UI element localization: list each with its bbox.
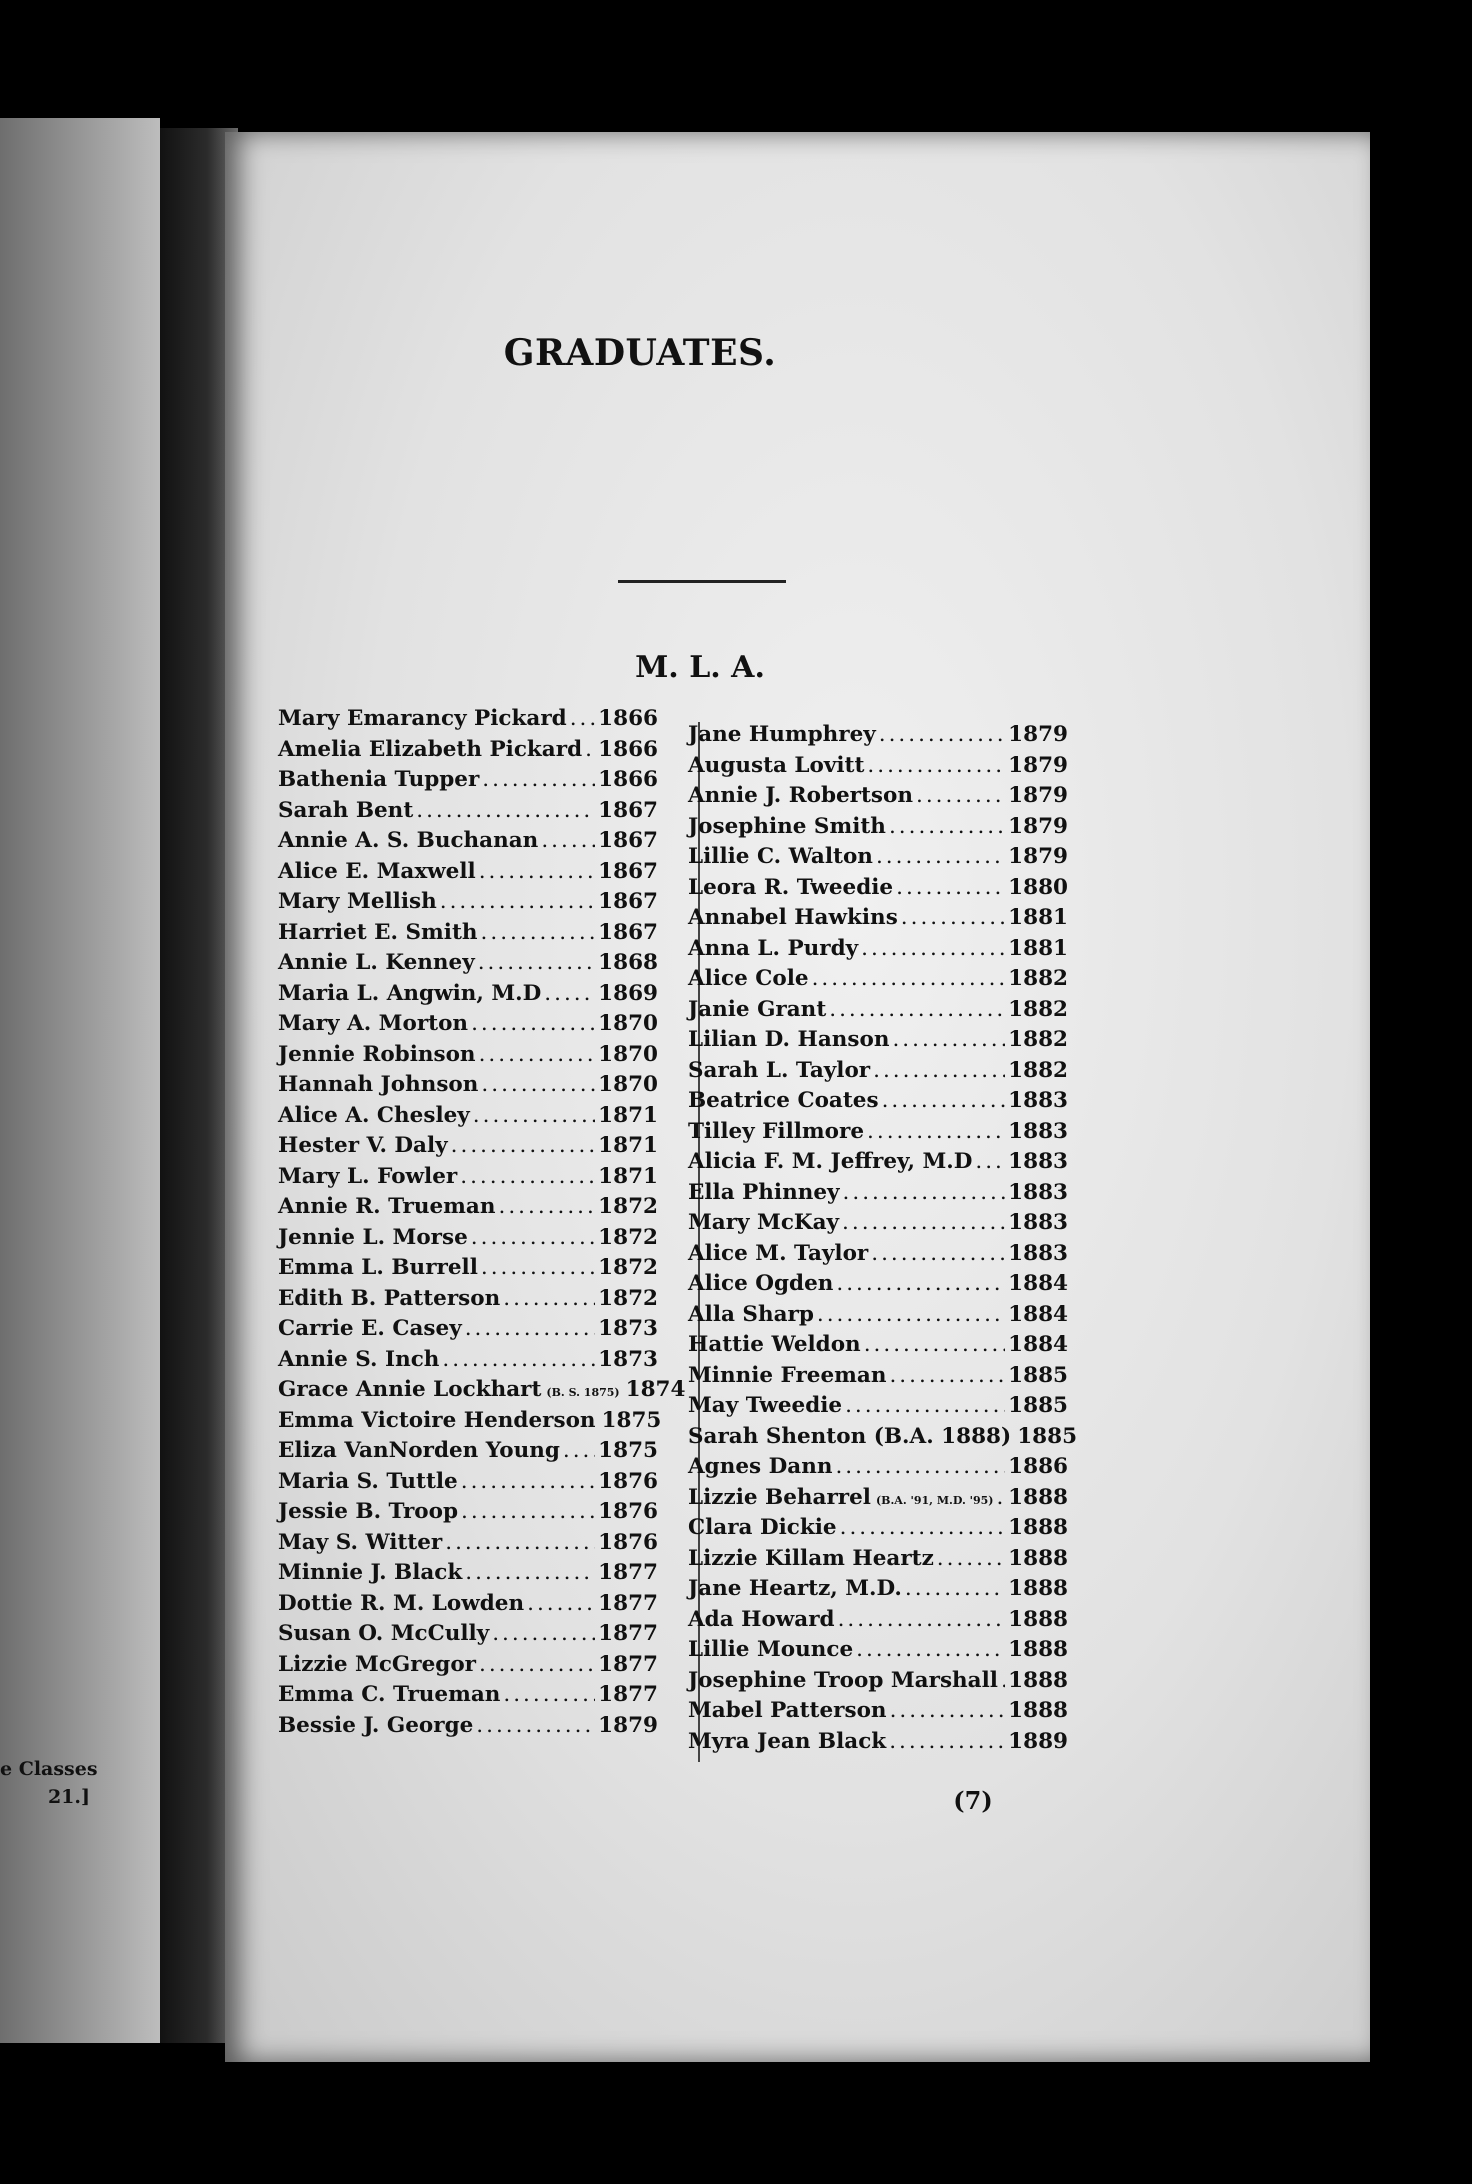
graduate-entry — [278, 1528, 658, 1559]
dot-leader — [840, 1513, 1006, 1544]
graduation-year: 1883 — [1008, 1118, 1068, 1144]
graduate-entry — [688, 1635, 1068, 1666]
graduation-year: 1879 — [1008, 722, 1068, 747]
graduation-year: 1871 — [598, 1163, 658, 1189]
dot-leader — [867, 751, 1005, 782]
graduate-name: Hannah Johnson — [278, 1072, 479, 1097]
graduation-year: 1867 — [598, 828, 658, 853]
graduation-year: 1883 — [1008, 1210, 1068, 1235]
graduation-year: 1879 — [1008, 813, 1068, 839]
dot-leader — [440, 887, 595, 918]
graduate-name: Mabel Patterson — [688, 1698, 887, 1723]
graduate-name: Mary A. Morton — [278, 1011, 469, 1036]
graduation-year: 1885 — [1008, 1362, 1068, 1388]
page-number: (7) — [953, 1786, 993, 1815]
dot-leader — [835, 1452, 1005, 1483]
dot-leader — [889, 812, 1005, 843]
graduate-name: Lizzie Beharrel — [688, 1484, 871, 1510]
graduate-entry — [278, 1650, 658, 1681]
graduation-year: 1869 — [598, 980, 658, 1006]
graduate-entry — [688, 781, 1068, 812]
dot-leader — [937, 1544, 1005, 1575]
graduate-entry — [278, 1101, 658, 1132]
dot-leader — [856, 1635, 1005, 1666]
graduate-entry — [688, 995, 1068, 1026]
graduate-entry — [278, 1192, 658, 1223]
dot-leader — [492, 1619, 595, 1650]
graduate-entry — [278, 1040, 658, 1071]
graduate-name: May Tweedie — [688, 1393, 843, 1418]
graduate-name: Alla Sharp — [688, 1301, 814, 1327]
graduate-entry — [278, 1619, 658, 1650]
graduation-year: 1879 — [1008, 783, 1068, 808]
graduation-year: 1877 — [598, 1560, 658, 1585]
dot-leader — [461, 1467, 595, 1498]
graduation-year: 1888 — [1008, 1515, 1068, 1540]
graduation-year: 1870 — [598, 1072, 658, 1097]
graduation-year: 1877 — [598, 1621, 658, 1646]
graduate-entry — [688, 964, 1068, 995]
graduate-name: Amelia Elizabeth Pickard — [278, 736, 583, 762]
dot-leader — [442, 1345, 595, 1376]
graduate-entry — [278, 1070, 658, 1101]
dot-leader — [499, 1192, 596, 1223]
graduation-year: 1881 — [1008, 935, 1068, 961]
graduate-entry — [688, 1208, 1068, 1239]
graduation-year: 1888 — [1008, 1484, 1068, 1510]
section-heading: M. L. A. — [635, 650, 765, 685]
graduate-entry — [688, 1513, 1068, 1544]
graduate-name: Sarah Shenton (B.A. 1888) — [688, 1423, 1012, 1449]
graduate-name: Augusta Lovitt — [688, 752, 865, 778]
graduate-name: Carrie E. Casey — [278, 1316, 462, 1341]
graduation-year: 1883 — [1008, 1240, 1068, 1266]
graduate-entry — [278, 1284, 658, 1315]
graduation-year: 1879 — [1008, 752, 1068, 778]
graduate-name: Leora R. Tweedie — [688, 874, 894, 900]
graduation-year: 1879 — [1008, 844, 1068, 869]
graduate-entry — [688, 1239, 1068, 1270]
graduates-column-right — [688, 720, 1078, 1757]
dot-leader — [476, 1711, 595, 1742]
graduation-year: 1866 — [598, 706, 658, 731]
dot-leader — [503, 1680, 595, 1711]
graduate-entry — [278, 704, 658, 735]
dot-leader — [889, 1361, 1005, 1392]
page-title: GRADUATES. — [503, 332, 777, 374]
graduation-year: 1885 — [1017, 1423, 1078, 1449]
graduate-name: Alice Cole — [688, 966, 809, 991]
graduation-year: 1889 — [1008, 1728, 1068, 1754]
graduate-entry — [278, 735, 658, 766]
graduate-name: Maria S. Tuttle — [278, 1468, 458, 1494]
dot-leader — [451, 1131, 596, 1162]
graduation-year: 1873 — [598, 1346, 658, 1372]
graduation-year: 1872 — [598, 1285, 658, 1311]
graduate-entry — [688, 1391, 1068, 1422]
graduate-name: Lillie C. Walton — [688, 844, 873, 869]
graduate-name: Annabel Hawkins — [688, 905, 898, 930]
dot-leader — [889, 1727, 1005, 1758]
graduate-entry — [278, 1467, 658, 1498]
graduate-entry — [278, 1558, 658, 1589]
graduation-year: 1870 — [598, 1011, 658, 1036]
graduation-year: 1867 — [598, 889, 658, 914]
graduate-entry — [688, 751, 1068, 782]
dot-leader — [481, 1253, 595, 1284]
dot-leader — [838, 1605, 1006, 1636]
graduate-name: Jessie B. Troop — [278, 1499, 459, 1524]
graduation-year: 1875 — [598, 1438, 658, 1463]
dot-leader — [541, 826, 595, 857]
dot-leader — [845, 1391, 1005, 1422]
graduate-entry — [278, 1711, 658, 1742]
dot-leader — [871, 1239, 1005, 1270]
dot-leader — [478, 948, 595, 979]
graduate-name: Alice A. Chesley — [278, 1102, 470, 1128]
dot-leader — [416, 796, 595, 827]
dot-leader — [812, 964, 1006, 995]
graduate-name: Tilley Fillmore — [688, 1118, 865, 1144]
graduation-year: 1871 — [598, 1133, 658, 1158]
dot-leader — [876, 842, 1005, 873]
dot-leader — [997, 1483, 1006, 1514]
graduate-name: Sarah Bent — [278, 797, 414, 823]
graduation-year: 1886 — [1008, 1454, 1068, 1479]
graduate-name: Mary McKay — [688, 1210, 840, 1235]
graduate-entry — [688, 1544, 1068, 1575]
graduate-entry — [278, 979, 658, 1010]
graduate-entry — [278, 948, 658, 979]
graduation-year: 1868 — [598, 950, 658, 975]
facing-page-line: e Classes — [0, 1758, 98, 1780]
graduate-name: Harriet E. Smith — [278, 919, 478, 945]
graduate-entry — [688, 1086, 1068, 1117]
graduation-year: 1874 — [625, 1377, 686, 1402]
graduate-name: Jennie Robinson — [278, 1041, 476, 1067]
graduate-entry — [688, 1666, 1068, 1697]
graduate-name: Anna L. Purdy — [688, 935, 859, 961]
dot-leader — [563, 1436, 595, 1467]
graduate-entry — [688, 1696, 1068, 1727]
graduate-name: Susan O. McCully — [278, 1621, 490, 1646]
dot-leader — [843, 1178, 1006, 1209]
graduate-name: Josephine Troop Marshall — [688, 1667, 998, 1693]
dot-leader — [544, 979, 595, 1010]
graduate-entry — [278, 826, 658, 857]
graduate-entry — [278, 1497, 658, 1528]
graduation-year: 1866 — [598, 767, 658, 792]
dot-leader — [1001, 1666, 1005, 1697]
graduate-entry — [688, 1178, 1068, 1209]
graduate-entry — [278, 1162, 658, 1193]
facing-page-line: 21.] — [47, 1786, 90, 1808]
graduate-entry — [278, 1223, 658, 1254]
graduation-year: 1883 — [1008, 1149, 1068, 1174]
graduation-year: 1876 — [598, 1468, 658, 1494]
graduate-name: Hester V. Daly — [278, 1133, 448, 1158]
dot-leader — [585, 735, 595, 766]
graduation-year: 1870 — [598, 1041, 658, 1067]
graduate-entry — [278, 1314, 658, 1345]
graduates-column-left — [278, 704, 686, 1741]
dot-leader — [879, 720, 1005, 751]
title-rule — [618, 580, 786, 583]
graduate-name: Lizzie McGregor — [278, 1651, 476, 1677]
graduate-name: Emma L. Burrell — [278, 1255, 478, 1280]
graduate-name: Emma Victoire Henderson — [278, 1407, 596, 1433]
graduation-year: 1888 — [1008, 1637, 1068, 1662]
dot-leader — [975, 1147, 1005, 1178]
graduate-entry — [688, 1300, 1068, 1331]
graduate-name: Annie S. Inch — [278, 1346, 440, 1372]
graduate-entry — [688, 720, 1068, 751]
graduate-name: Lizzie Killam Heartz — [688, 1545, 934, 1571]
dot-leader — [460, 1162, 595, 1193]
graduate-name: Emma C. Trueman — [278, 1682, 501, 1707]
graduate-entry — [278, 1253, 658, 1284]
dot-leader — [465, 1558, 595, 1589]
dot-leader — [817, 1300, 1005, 1331]
graduate-name: Annie J. Robertson — [688, 783, 914, 808]
graduation-year: 1884 — [1008, 1301, 1068, 1327]
graduate-name: Annie A. S. Buchanan — [278, 828, 539, 853]
graduation-year: 1867 — [598, 858, 658, 884]
graduation-year: 1872 — [598, 1194, 658, 1219]
graduate-entry — [688, 1147, 1068, 1178]
graduation-year: 1876 — [598, 1529, 658, 1555]
graduate-name: Josephine Smith — [688, 813, 886, 839]
graduate-entry — [688, 842, 1068, 873]
graduate-name: Agnes Dann — [688, 1454, 833, 1479]
graduate-entry — [278, 1680, 658, 1711]
graduation-year: 1883 — [1008, 1179, 1068, 1205]
graduate-entry — [278, 1345, 658, 1376]
graduation-year: 1875 — [601, 1407, 662, 1433]
graduate-name: Hattie Weldon — [688, 1332, 861, 1357]
graduate-entry — [688, 934, 1068, 965]
graduation-year: 1872 — [598, 1255, 658, 1280]
dot-leader — [465, 1314, 595, 1345]
graduate-entry — [278, 796, 658, 827]
graduate-name: Mary L. Fowler — [278, 1163, 458, 1189]
graduation-year: 1882 — [1008, 996, 1068, 1022]
graduation-year: 1866 — [598, 736, 658, 762]
graduation-year: 1872 — [598, 1224, 658, 1250]
dot-leader — [867, 1117, 1005, 1148]
graduate-entry — [278, 1131, 658, 1162]
dot-leader — [473, 1101, 595, 1132]
graduate-entry — [278, 1375, 686, 1406]
dot-leader — [901, 903, 1005, 934]
graduate-entry — [688, 1056, 1068, 1087]
graduation-year: 1884 — [1008, 1271, 1068, 1296]
dot-leader — [861, 934, 1005, 965]
dot-leader — [481, 1070, 595, 1101]
graduate-entry — [688, 812, 1068, 843]
graduate-name: Ada Howard — [688, 1606, 835, 1632]
graduate-name: Mary Mellish — [278, 889, 437, 914]
graduation-year: 1888 — [1008, 1576, 1068, 1601]
dot-leader — [461, 1497, 595, 1528]
graduation-year: 1880 — [1008, 874, 1068, 900]
graduation-year: 1867 — [598, 797, 658, 823]
graduate-entry — [278, 918, 658, 949]
graduate-entry — [688, 1422, 1078, 1453]
graduate-name: Bathenia Tupper — [278, 767, 480, 792]
graduate-entry — [688, 1269, 1068, 1300]
graduation-year: 1873 — [598, 1316, 658, 1341]
graduation-year: 1882 — [1008, 966, 1068, 991]
graduation-year: 1871 — [598, 1102, 658, 1128]
dot-leader — [479, 857, 595, 888]
graduate-entry — [688, 1330, 1068, 1361]
graduate-entry — [688, 1452, 1068, 1483]
graduate-name: Dottie R. M. Lowden — [278, 1590, 525, 1616]
graduate-entry — [688, 873, 1068, 904]
dot-leader — [503, 1284, 595, 1315]
dot-leader — [873, 1056, 1005, 1087]
graduate-name: Lilian D. Hanson — [688, 1027, 890, 1052]
graduation-year: 1876 — [598, 1499, 658, 1524]
dot-leader — [836, 1269, 1005, 1300]
graduate-entry — [278, 857, 658, 888]
graduate-entry — [278, 887, 658, 918]
graduate-entry — [278, 765, 658, 796]
graduation-year: 1867 — [598, 919, 658, 945]
graduate-name: Minnie J. Black — [278, 1560, 463, 1585]
graduation-year: 1877 — [598, 1682, 658, 1707]
graduation-year: 1883 — [1008, 1088, 1068, 1113]
dot-leader — [864, 1330, 1005, 1361]
graduate-name: Lillie Mounce — [688, 1637, 854, 1662]
graduation-year: 1885 — [1008, 1393, 1068, 1418]
graduate-name: Sarah L. Taylor — [688, 1057, 871, 1083]
graduation-year: 1888 — [1008, 1545, 1068, 1571]
dot-leader — [882, 1086, 1006, 1117]
graduate-name: Beatrice Coates — [688, 1088, 879, 1113]
graduate-entry — [688, 1574, 1068, 1605]
dot-leader — [896, 873, 1005, 904]
graduation-year: 1888 — [1008, 1606, 1068, 1632]
graduate-entry — [688, 1361, 1068, 1392]
graduate-name: Maria L. Angwin, M.D — [278, 980, 542, 1006]
graduate-name: Eliza VanNorden Young — [278, 1438, 560, 1463]
dot-leader — [445, 1528, 595, 1559]
dot-leader — [527, 1589, 595, 1620]
dot-leader — [890, 1696, 1006, 1727]
graduate-name: Annie L. Kenney — [278, 950, 475, 975]
facing-page-text — [0, 1755, 98, 1811]
graduation-year: 1884 — [1008, 1332, 1068, 1357]
graduate-entry — [278, 1436, 658, 1467]
dot-leader — [842, 1208, 1005, 1239]
graduate-name: Minnie Freeman — [688, 1362, 887, 1388]
graduate-entry — [278, 1589, 658, 1620]
graduate-entry — [278, 1406, 662, 1437]
dot-leader — [829, 995, 1005, 1026]
dot-leader — [482, 765, 595, 796]
graduate-entry — [688, 1727, 1068, 1758]
dot-leader — [481, 918, 596, 949]
dot-leader — [892, 1025, 1005, 1056]
graduate-name: Janie Grant — [688, 996, 827, 1022]
dot-leader — [905, 1574, 1005, 1605]
dot-leader — [479, 1040, 596, 1071]
graduate-name: Grace Annie Lockhart — [278, 1377, 542, 1402]
graduate-name: Ella Phinney — [688, 1179, 840, 1205]
graduate-degree-note: (B.A. '91, M.D. '95) — [875, 1493, 994, 1507]
graduate-degree-note: (B. S. 1875) — [546, 1386, 620, 1399]
graduate-entry — [278, 1009, 658, 1040]
dot-leader — [479, 1650, 595, 1681]
graduate-name: Edith B. Patterson — [278, 1285, 501, 1311]
graduate-name: Alice E. Maxwell — [278, 858, 476, 884]
graduation-year: 1882 — [1008, 1057, 1068, 1083]
graduate-name: Alice Ogden — [688, 1271, 834, 1296]
graduate-entry — [688, 1117, 1068, 1148]
graduate-entry — [688, 1025, 1068, 1056]
graduate-name: Mary Emarancy Pickard — [278, 706, 567, 731]
graduate-name: Bessie J. George — [278, 1712, 474, 1738]
graduate-entry — [688, 903, 1068, 934]
dot-leader — [471, 1223, 595, 1254]
graduate-name: Jennie L. Morse — [278, 1224, 468, 1250]
graduate-name: Jane Humphrey — [688, 722, 876, 747]
graduate-name: Jane Heartz, M.D. — [688, 1576, 902, 1601]
graduation-year: 1882 — [1008, 1027, 1068, 1052]
dot-leader — [570, 704, 595, 735]
graduation-year: 1877 — [598, 1590, 658, 1616]
graduation-year: 1881 — [1008, 905, 1068, 930]
dot-leader — [916, 781, 1005, 812]
graduate-name: Alicia F. M. Jeffrey, M.D — [688, 1149, 973, 1174]
graduate-name: Myra Jean Black — [688, 1728, 887, 1754]
graduation-year: 1877 — [598, 1651, 658, 1677]
graduate-entry — [688, 1605, 1068, 1636]
graduate-name: Annie R. Trueman — [278, 1194, 496, 1219]
graduation-year: 1888 — [1008, 1698, 1068, 1723]
graduate-name: Clara Dickie — [688, 1515, 837, 1540]
graduate-name: Alice M. Taylor — [688, 1240, 869, 1266]
dot-leader — [471, 1009, 595, 1040]
graduate-name: May S. Witter — [278, 1529, 443, 1555]
graduation-year: 1888 — [1008, 1667, 1068, 1693]
graduate-entry — [688, 1483, 1068, 1514]
graduation-year: 1879 — [598, 1712, 658, 1738]
